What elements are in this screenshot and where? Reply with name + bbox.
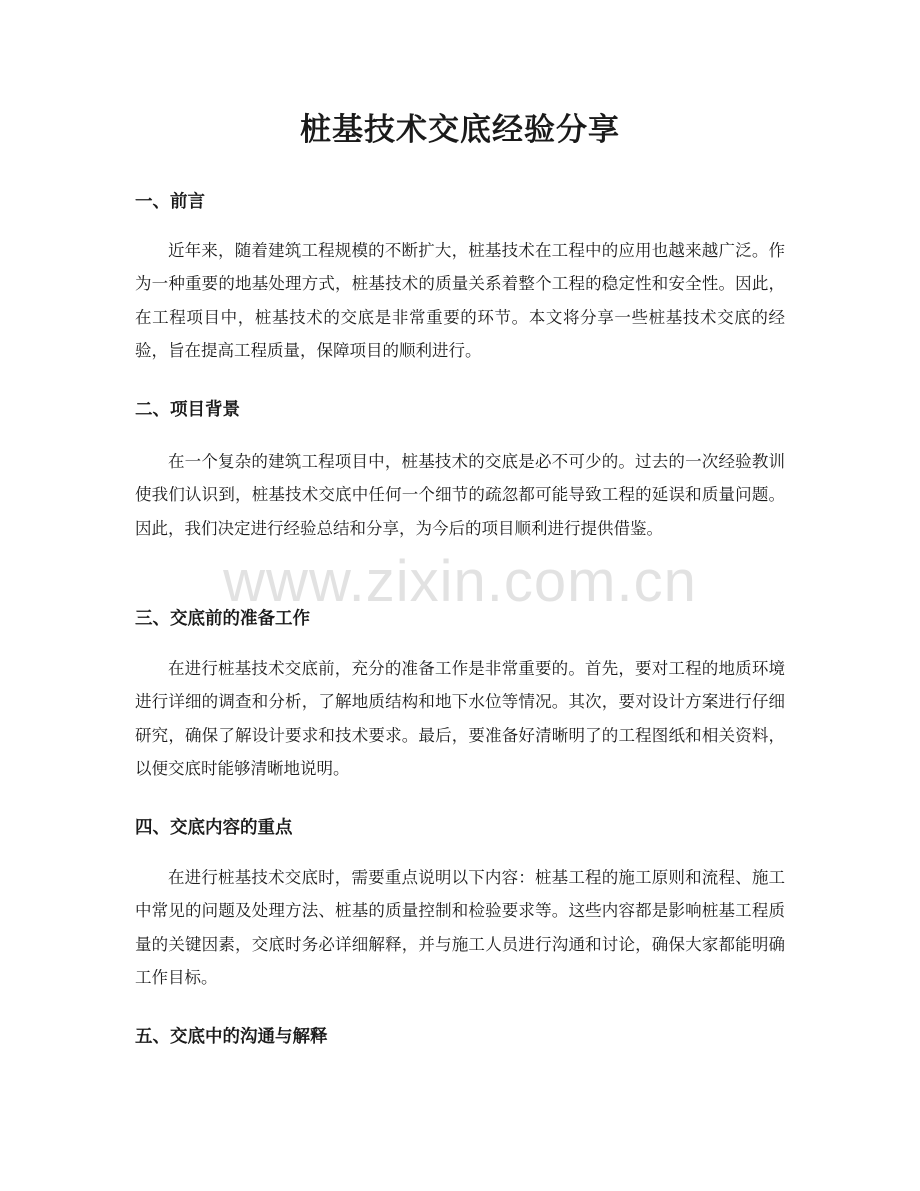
- watermark: www.zixin.com.cn: [223, 549, 697, 614]
- section-heading-preparation: 三、交底前的准备工作: [135, 609, 310, 629]
- section-heading-background: 二、项目背景: [135, 400, 240, 420]
- section-heading-key-points: 四、交底内容的重点: [135, 818, 293, 838]
- section-body-preparation: 在进行桩基技术交底前，充分的准备工作是非常重要的。首先，要对工程的地质环境进行详细的调查和分析，了解地质结构和地下水位等情况。其次，要对设计方案进行仔细研究，确保了解设计要求和技术要求。最后，要准备好清晰明了的工程图纸和相关资料，以便交底时能够清晰地说明。: [135, 659, 785, 778]
- section-body-background: 在一个复杂的建筑工程项目中，桩基技术的交底是必不可少的。过去的一次经验教训使我们认识到，桩基技术交底中任何一个细节的疏忽都可能导致工程的延误和质量问题。因此，我们决定进行经验总结和分享，为今后的项目顺利进行提供借鉴。: [135, 452, 785, 538]
- section-body-preface: 近年来，随着建筑工程规模的不断扩大，桩基技术在工程中的应用也越来越广泛。作为一种重要的地基处理方式，桩基技术的质量关系着整个工程的稳定性和安全性。因此，在工程项目中，桩基技术的交底是非常重要的环节。本文将分享一些桩基技术交底的经验，旨在提高工程质量，保障项目的顺利进行。: [135, 241, 785, 360]
- document-title: 桩基技术交底经验分享: [300, 112, 620, 148]
- section-heading-communication: 五、交底中的沟通与解释: [135, 1027, 328, 1047]
- section-body-key-points: 在进行桩基技术交底时，需要重点说明以下内容：桩基工程的施工原则和流程、施工中常见的问题及处理方法、桩基的质量控制和检验要求等。这些内容都是影响桩基工程质量的关键因素，交底时务必详细解释，并与施工人员进行沟通和讨论，确保大家都能明确工作目标。: [135, 868, 785, 987]
- section-heading-preface: 一、前言: [135, 192, 205, 212]
